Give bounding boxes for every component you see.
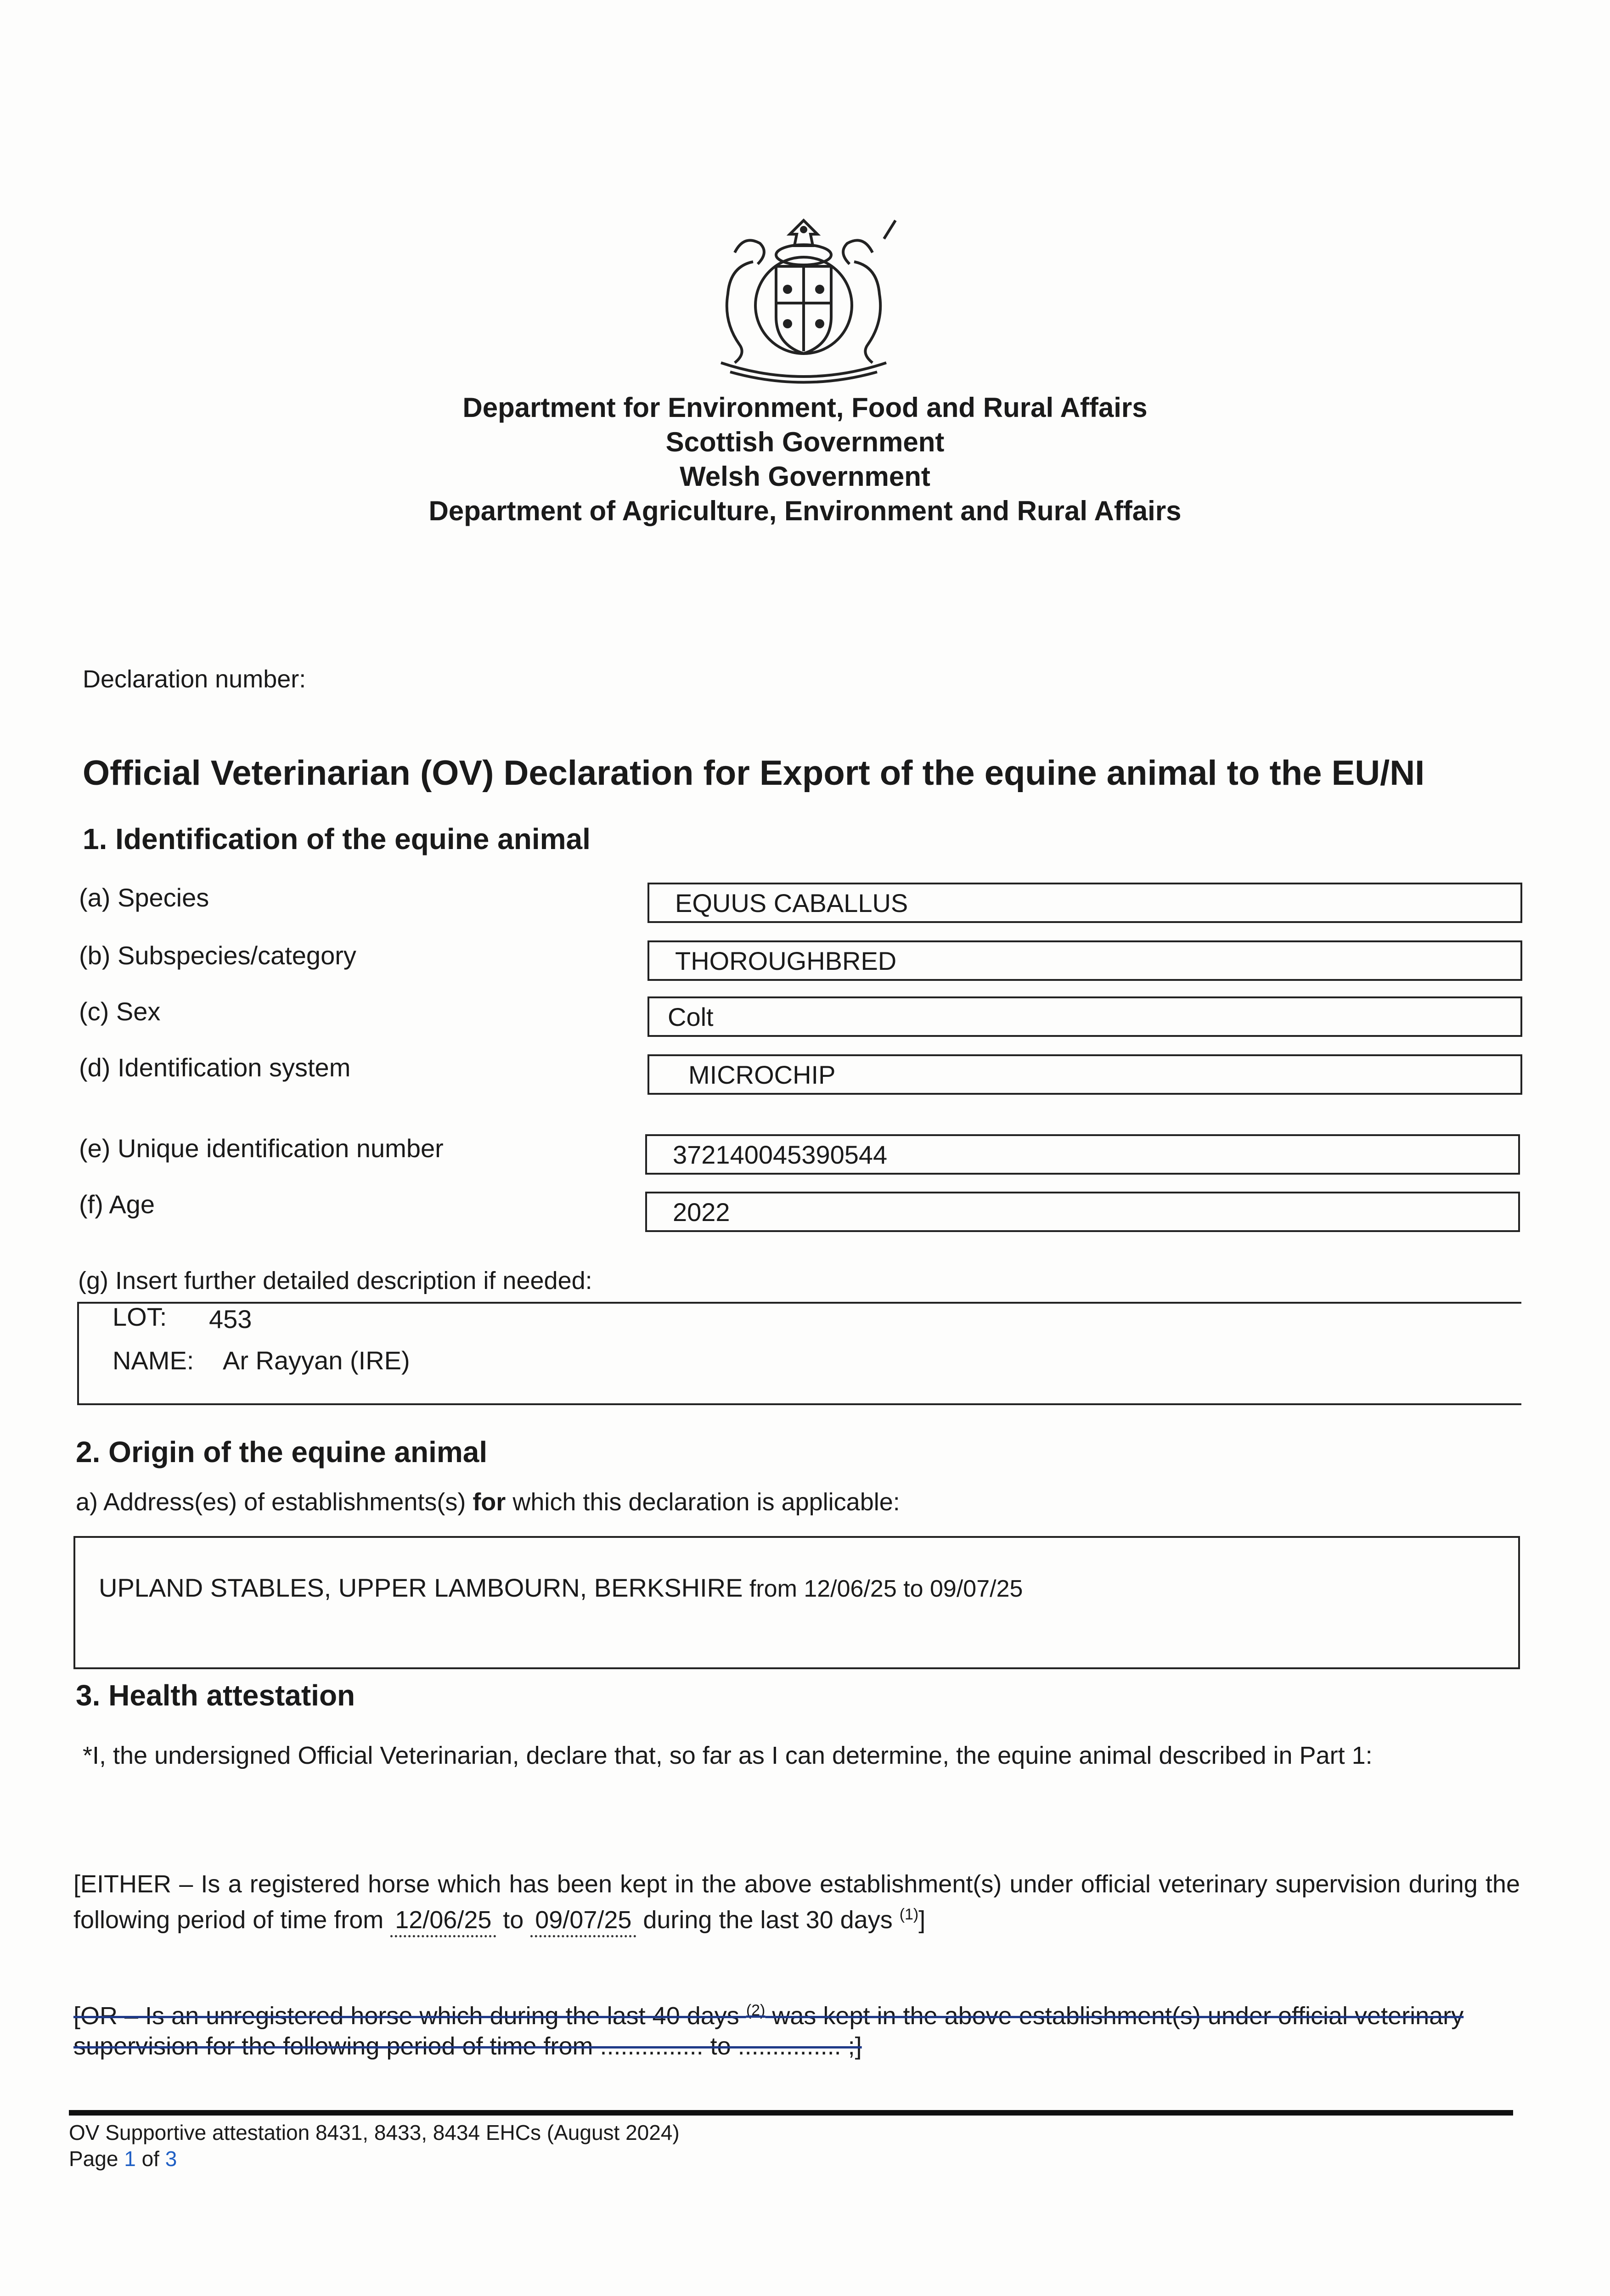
either-from-date: 12/06/25 — [390, 1905, 496, 1937]
identification-system-field: MICROCHIP — [647, 1054, 1522, 1095]
department-name-scottish-government: Scottish Government — [665, 427, 945, 457]
declaration-number-label: Declaration number: — [83, 665, 306, 693]
attestation-intro: *I, the undersigned Official Veterinarian, declare that, so far as I can determine, the equine animal described in Part 1: — [83, 1742, 1373, 1769]
lot-value: 453 — [209, 1305, 252, 1334]
department-name-daera: Department of Agriculture, Environment and Rural Affairs — [428, 495, 1182, 526]
document-title: Official Veterinarian (OV) Declaration for Export of the equine animal to the EU/NI — [83, 754, 1425, 793]
section-1-heading: 1. Identification of the equine animal — [83, 822, 591, 855]
description-label: (g) Insert further detailed description if needed: — [78, 1266, 596, 1295]
department-name-welsh-government: Welsh Government — [680, 461, 930, 492]
age-field: 2022 — [645, 1192, 1520, 1232]
either-clause: [EITHER – Is a registered horse which has been kept in the above establishment(s) under official veterinary supervision during the following period of time from 12/06/25 to 09/07/25 during the last 30 days $^{(1)}$] — [73, 1869, 1520, 1937]
royal-coat-of-arms-icon — [703, 211, 905, 386]
sex-field: Colt — [647, 996, 1522, 1037]
unique-id-field: 372140045390544 — [645, 1134, 1520, 1175]
establishment-address: UPLAND STABLES, UPPER LAMBOURN, BERKSHIRE from 12/06/25 to 09/07/25 — [99, 1573, 1023, 1602]
species-label: (a) Species — [79, 883, 209, 912]
sex-label: (c) Sex — [79, 997, 161, 1026]
identification-system-label: (d) Identification system — [79, 1053, 351, 1082]
name-label: NAME: — [113, 1346, 194, 1375]
age-label: (f) Age — [79, 1190, 155, 1219]
species-field: EQUUS CABALLUS — [647, 883, 1522, 923]
section-2-heading: 2. Origin of the equine animal — [76, 1435, 488, 1469]
section-3-heading: 3. Health attestation — [76, 1679, 355, 1712]
lot-label: LOT: — [113, 1302, 167, 1331]
address-box — [73, 1536, 1520, 1669]
department-name-defra: Department for Environment, Food and Rural Affairs — [462, 392, 1148, 423]
or-clause-struck-through: [OR – Is an unregistered horse which during the last 40 days $^{(2)}$ was kept in the above establishment(s) under official veterinary supervision for the following period of time from ............... to ............... ;] — [73, 2002, 1464, 2060]
address-intro: a) Address(es) of establishments(s) for which this declaration is applicable: — [76, 1488, 900, 1516]
either-to-date: 09/07/25 — [530, 1905, 636, 1937]
subspecies-field: THOROUGHBRED — [647, 940, 1522, 981]
footer-form-reference: OV Supportive attestation 8431, 8433, 8434 EHCs (August 2024) — [69, 2121, 680, 2144]
footer-rule — [69, 2110, 1513, 2116]
name-value: Ar Rayyan (IRE) — [223, 1346, 410, 1375]
subspecies-label: (b) Subspecies/category — [79, 941, 356, 970]
page-indicator: Page 1 of 3 — [69, 2147, 177, 2171]
unique-id-label: (e) Unique identification number — [79, 1134, 444, 1163]
